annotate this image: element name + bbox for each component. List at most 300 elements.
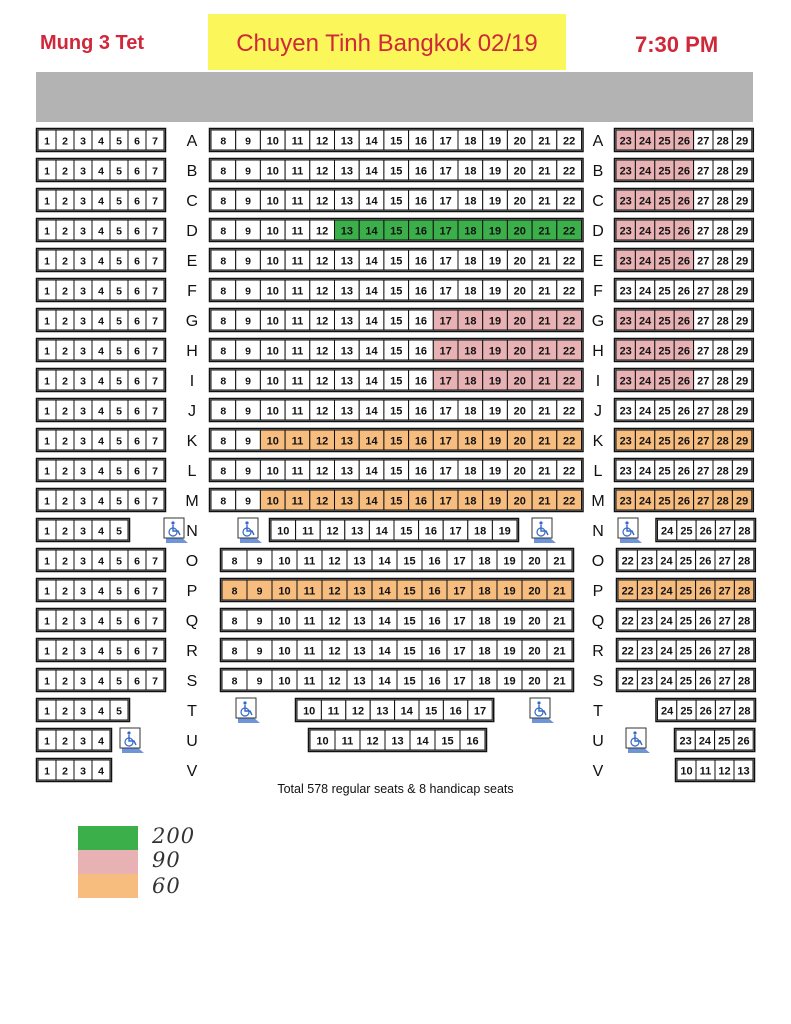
seat-number: 26 [677, 495, 691, 508]
seat-number: 8 [220, 255, 227, 268]
seat-number: 11 [303, 645, 316, 658]
seat-number: 8 [220, 285, 227, 298]
seat-number: 14 [378, 675, 391, 688]
seat-number: 20 [528, 615, 541, 628]
seat-number: 12 [366, 735, 379, 748]
seat-number: 9 [256, 555, 263, 568]
seat-number: 1 [44, 675, 50, 688]
seat-number: 14 [416, 735, 429, 748]
seat-number: 23 [619, 345, 632, 358]
seat-number: 17 [453, 585, 466, 598]
row-label-F-left: F [187, 283, 197, 300]
seat-number: 14 [378, 555, 391, 568]
seat-number: 1 [44, 195, 50, 208]
seat-number: 24 [660, 555, 673, 568]
seat-number: 16 [414, 225, 428, 238]
seat-number: 6 [134, 345, 140, 358]
seat-number: 21 [538, 465, 551, 478]
row-label-I-right: I [595, 373, 601, 390]
seat-number: 25 [718, 735, 731, 748]
seat-number: 12 [328, 555, 341, 568]
seat-number: 20 [513, 315, 526, 328]
row-label-F-right: F [593, 283, 603, 300]
seat-number: 18 [464, 135, 477, 148]
legend-swatch-green [78, 826, 138, 850]
seat-number: 2 [62, 615, 68, 628]
seat-number: 21 [553, 555, 566, 568]
seat-number: 11 [291, 135, 304, 148]
seat-number: 22 [621, 615, 634, 628]
seat-number: 2 [62, 465, 68, 478]
seat-number: 16 [414, 435, 428, 448]
row-label-O-left: O [185, 553, 199, 570]
seat-number: 26 [699, 705, 712, 718]
seat-number: 19 [488, 135, 502, 148]
seat-number: 5 [116, 345, 122, 358]
seat-number: 15 [390, 255, 403, 268]
seat-number: 19 [488, 225, 502, 238]
seat-number: 2 [62, 135, 68, 148]
seat-number: 13 [340, 435, 353, 448]
seat-number: 2 [62, 195, 68, 208]
seat-number: 7 [152, 555, 158, 568]
legend-swatch-orange [78, 874, 138, 898]
seat-number: 1 [44, 255, 50, 268]
seat-number: 14 [365, 495, 378, 508]
seat-number: 18 [478, 585, 491, 598]
seat-number: 21 [538, 405, 551, 418]
seat-number: 16 [414, 285, 428, 298]
seat-number: 28 [716, 495, 729, 508]
seat-number: 2 [62, 285, 68, 298]
row-label-O-right: O [591, 553, 605, 570]
seat-number: 19 [498, 525, 511, 538]
seat-number: 6 [134, 165, 140, 178]
seat-number: 14 [378, 615, 391, 628]
seat-number: 20 [528, 675, 541, 688]
seat-number: 20 [528, 585, 541, 598]
seat-number: 8 [220, 405, 227, 418]
seat-number: 9 [256, 675, 263, 688]
row-label-A-right: A [592, 133, 604, 150]
seat-number: 25 [658, 195, 671, 208]
seat-number: 14 [365, 315, 378, 328]
seat-number: 23 [619, 285, 632, 298]
seat-number: 5 [116, 435, 122, 448]
seat-number: 10 [278, 645, 291, 658]
seat-number: 20 [513, 195, 526, 208]
seat-number: 3 [80, 765, 86, 778]
seat-number: 17 [473, 705, 487, 718]
seat-number: 3 [80, 165, 86, 178]
seat-number: 21 [538, 135, 551, 148]
seat-number: 6 [134, 255, 140, 268]
row-label-M-left: M [185, 493, 199, 510]
seat-number: 4 [98, 765, 104, 778]
seat-number: 18 [464, 315, 477, 328]
seat-number: 15 [390, 435, 403, 448]
seat-number: 10 [266, 165, 279, 178]
seat-number: 15 [403, 615, 416, 628]
seat-number: 14 [400, 705, 413, 718]
seat-number: 3 [80, 195, 86, 208]
seat-number: 11 [291, 345, 304, 358]
seat-number: 18 [478, 615, 491, 628]
seat-number: 17 [449, 525, 462, 538]
seat-number: 6 [134, 645, 140, 658]
seat-number: 24 [660, 645, 673, 658]
seat-number: 17 [439, 345, 452, 358]
row-label-P-left: P [186, 583, 198, 600]
seat-number: 16 [428, 645, 441, 658]
seat-number: 14 [365, 255, 378, 268]
seat-number: 3 [80, 225, 86, 238]
seat-number: 4 [98, 405, 104, 418]
seat-number: 2 [62, 705, 68, 718]
seat-number: 17 [439, 375, 452, 388]
seat-number: 21 [538, 225, 551, 238]
seat-number: 25 [658, 345, 671, 358]
seat-number: 10 [266, 315, 279, 328]
seat-number: 11 [303, 585, 316, 598]
seat-number: 7 [152, 495, 158, 508]
seat-number: 6 [134, 375, 140, 388]
seat-number: 7 [152, 435, 158, 448]
seat-number: 8 [231, 645, 238, 658]
seat-number: 26 [677, 135, 691, 148]
seat-number: 10 [278, 615, 291, 628]
seat-number: 12 [328, 675, 341, 688]
seat-number: 14 [365, 285, 378, 298]
seat-number: 6 [134, 615, 140, 628]
seat-number: 25 [679, 585, 693, 598]
seat-number: 28 [716, 285, 729, 298]
seat-number: 11 [303, 555, 316, 568]
row-label-P-right: P [592, 583, 604, 600]
seat-number: 3 [80, 705, 86, 718]
seat-number: 22 [563, 495, 576, 508]
seat-number: 1 [44, 405, 50, 418]
seat-number: 15 [441, 735, 454, 748]
legend-price-pink: 90 [152, 848, 181, 872]
seat-number: 23 [640, 645, 654, 658]
seat-number: 13 [391, 735, 404, 748]
seat-number: 18 [464, 345, 477, 358]
seat-number: 22 [621, 555, 634, 568]
seat-number: 13 [353, 645, 366, 658]
seat-number: 9 [245, 345, 251, 358]
seat-number: 5 [116, 585, 122, 598]
seat-number: 19 [488, 345, 502, 358]
seat-number: 24 [638, 465, 652, 478]
seat-number: 5 [116, 285, 122, 298]
seat-number: 22 [563, 195, 576, 208]
seat-number: 12 [326, 525, 339, 538]
seat-number: 21 [553, 585, 566, 598]
seat-number: 23 [619, 375, 632, 388]
seat-number: 9 [256, 585, 263, 598]
seat-number: 1 [44, 525, 50, 538]
seat-number: 25 [679, 675, 693, 688]
seat-number: 10 [266, 225, 279, 238]
seat-number: 6 [134, 675, 140, 688]
event-title: Chuyen Tinh Bangkok 02/19 [208, 14, 566, 70]
seat-number: 18 [478, 645, 491, 658]
seat-number: 28 [716, 345, 729, 358]
seat-number: 3 [80, 645, 86, 658]
seat-number: 8 [220, 165, 227, 178]
seat-number: 22 [563, 465, 576, 478]
seat-number: 19 [488, 465, 502, 478]
seat-number: 9 [256, 615, 263, 628]
seat-number: 23 [619, 315, 632, 328]
seat-number: 11 [291, 405, 304, 418]
seat-number: 24 [660, 585, 673, 598]
row-label-E-right: E [592, 253, 604, 270]
seat-number: 28 [716, 225, 729, 238]
seat-number: 17 [439, 195, 452, 208]
row-label-U-right: U [592, 733, 604, 750]
row-label-T-left: T [187, 703, 197, 720]
seat-number: 8 [231, 675, 238, 688]
seat-number: 23 [640, 555, 654, 568]
seat-number: 13 [353, 675, 366, 688]
seat-number: 6 [134, 435, 140, 448]
seat-number: 11 [291, 255, 304, 268]
row-label-K-left: K [186, 433, 198, 450]
seat-number: 28 [737, 555, 751, 568]
seat-number: 16 [414, 405, 428, 418]
seat-number: 19 [488, 405, 502, 418]
seat-number: 27 [718, 645, 731, 658]
seat-number: 12 [316, 405, 329, 418]
seat-number: 7 [152, 165, 158, 178]
seat-number: 13 [376, 705, 389, 718]
seat-number: 28 [716, 375, 729, 388]
seat-number: 18 [464, 255, 477, 268]
seat-number: 22 [563, 405, 576, 418]
seat-number: 27 [697, 285, 710, 298]
seat-number: 14 [375, 525, 388, 538]
seat-number: 12 [316, 285, 329, 298]
seat-number: 6 [134, 495, 140, 508]
seat-number: 22 [563, 375, 576, 388]
seat-number: 17 [453, 675, 466, 688]
seat-number: 5 [116, 705, 122, 718]
seat-number: 3 [80, 435, 86, 448]
seat-number: 17 [439, 165, 452, 178]
seat-number: 11 [291, 315, 304, 328]
seat-number: 11 [291, 375, 304, 388]
seat-number: 29 [735, 495, 749, 508]
seat-number: 10 [266, 285, 279, 298]
seat-number: 16 [414, 315, 428, 328]
seat-number: 26 [699, 555, 712, 568]
row-label-U-left: U [186, 733, 198, 750]
seat-number: 17 [439, 135, 452, 148]
seat-number: 24 [661, 525, 674, 538]
seat-number: 18 [464, 225, 477, 238]
seat-number: 22 [563, 345, 576, 358]
row-label-L-left: L [187, 463, 197, 480]
seat-number: 3 [80, 495, 86, 508]
seat-number: 10 [266, 435, 279, 448]
row-label-Q-right: Q [591, 613, 605, 630]
seat-number: 13 [353, 615, 366, 628]
seat-number: 2 [62, 375, 68, 388]
seat-number: 20 [513, 165, 526, 178]
seat-number: 13 [340, 135, 353, 148]
seat-number: 6 [134, 315, 140, 328]
seat-number: 7 [152, 195, 158, 208]
seat-number: 12 [328, 615, 341, 628]
seat-number: 28 [716, 465, 729, 478]
row-label-C-right: C [592, 193, 604, 210]
seat-number: 22 [563, 435, 576, 448]
seat-number: 25 [680, 705, 693, 718]
seat-number: 15 [403, 585, 416, 598]
seat-number: 2 [62, 435, 68, 448]
seat-number: 1 [44, 225, 50, 238]
seat-number: 26 [677, 195, 691, 208]
seat-number: 3 [80, 555, 86, 568]
seat-number: 6 [134, 465, 140, 478]
seat-number: 14 [365, 465, 378, 478]
seat-number: 22 [621, 645, 634, 658]
seat-number: 3 [80, 255, 86, 268]
seat-number: 14 [365, 435, 378, 448]
seat-number: 27 [697, 465, 710, 478]
seat-number: 12 [316, 465, 329, 478]
seat-number: 7 [152, 375, 158, 388]
seat-number: 25 [658, 225, 671, 238]
seat-number: 14 [365, 405, 378, 418]
seat-number: 16 [414, 135, 428, 148]
row-label-G-right: G [591, 313, 605, 330]
seat-number: 2 [62, 555, 68, 568]
seat-number: 9 [245, 495, 251, 508]
seat-number: 23 [619, 225, 632, 238]
seat-number: 15 [390, 405, 403, 418]
seat-number: 18 [464, 465, 477, 478]
seat-number: 27 [697, 375, 710, 388]
seat-number: 23 [619, 405, 632, 418]
seat-number: 25 [679, 645, 693, 658]
seat-number: 19 [503, 585, 516, 598]
seat-number: 1 [44, 495, 50, 508]
seat-number: 16 [414, 375, 428, 388]
seat-number: 10 [266, 195, 279, 208]
seat-number: 9 [245, 435, 251, 448]
seat-number: 4 [98, 735, 104, 748]
seat-number: 3 [80, 285, 86, 298]
seat-number: 13 [350, 525, 364, 538]
row-label-S-right: S [592, 673, 604, 690]
seat-number: 27 [697, 435, 710, 448]
seat-number: 2 [62, 495, 68, 508]
seat-number: 26 [677, 465, 691, 478]
wheelchair-icon [626, 728, 650, 753]
seat-number: 1 [44, 375, 50, 388]
seat-number: 14 [365, 345, 378, 358]
seat-number: 5 [116, 675, 122, 688]
seat-number: 12 [328, 645, 341, 658]
wheelchair-icon [618, 518, 642, 543]
seat-number: 12 [328, 585, 341, 598]
seat-number: 14 [365, 135, 378, 148]
row-label-D-left: D [186, 223, 198, 240]
seat-number: 4 [98, 165, 104, 178]
seat-number: 17 [453, 615, 466, 628]
seat-number: 8 [220, 195, 227, 208]
wheelchair-icon [236, 698, 260, 723]
seat-number: 9 [245, 465, 251, 478]
seat-number: 12 [316, 435, 329, 448]
seat-number: 4 [98, 315, 104, 328]
seat-number: 3 [80, 375, 86, 388]
seat-number: 4 [98, 675, 104, 688]
seat-number: 25 [658, 465, 671, 478]
seat-number: 15 [390, 465, 403, 478]
seat-number: 10 [680, 765, 693, 778]
seat-number: 18 [464, 435, 477, 448]
seat-number: 24 [638, 375, 652, 388]
seat-number: 11 [291, 465, 304, 478]
seat-number: 12 [316, 495, 329, 508]
seat-number: 24 [638, 435, 652, 448]
seat-number: 23 [640, 615, 654, 628]
seat-number: 21 [538, 255, 551, 268]
seat-number: 8 [220, 465, 227, 478]
seat-number: 16 [414, 165, 428, 178]
seat-number: 2 [62, 165, 68, 178]
row-label-H-right: H [592, 343, 604, 360]
row-label-N-right: N [592, 523, 604, 540]
seat-number: 1 [44, 615, 50, 628]
seat-number: 6 [134, 285, 140, 298]
seat-number: 13 [340, 225, 353, 238]
seat-number: 18 [464, 285, 477, 298]
seat-number: 9 [245, 135, 251, 148]
seat-number: 4 [98, 345, 104, 358]
seat-number: 4 [98, 375, 104, 388]
seat-number: 17 [453, 645, 466, 658]
seat-number: 5 [116, 405, 122, 418]
seat-number: 12 [316, 345, 329, 358]
seat-number: 6 [134, 135, 140, 148]
seat-total-note: Total 578 regular seats & 8 handicap seats [277, 782, 514, 796]
seat-number: 15 [390, 285, 403, 298]
seat-number: 4 [98, 435, 104, 448]
seat-number: 4 [98, 285, 104, 298]
seat-number: 24 [638, 315, 652, 328]
seat-number: 25 [658, 165, 671, 178]
seat-number: 28 [737, 585, 751, 598]
seat-number: 1 [44, 645, 50, 658]
seat-number: 24 [638, 225, 652, 238]
seat-number: 1 [44, 285, 50, 298]
seat-number: 15 [403, 675, 416, 688]
seat-number: 10 [266, 255, 279, 268]
seat-number: 15 [403, 555, 416, 568]
seat-number: 20 [513, 465, 526, 478]
seat-number: 5 [116, 135, 122, 148]
seat-number: 27 [718, 555, 731, 568]
seat-number: 4 [98, 585, 104, 598]
seat-number: 27 [697, 315, 710, 328]
seat-number: 25 [658, 435, 671, 448]
seat-number: 8 [220, 345, 227, 358]
